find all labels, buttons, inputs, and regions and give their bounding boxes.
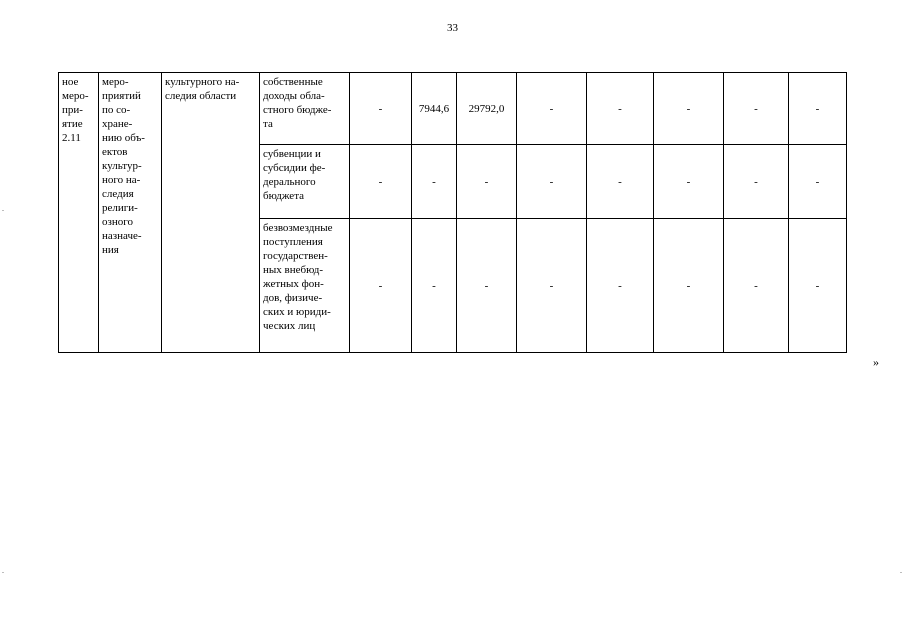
value-cell: -	[587, 145, 654, 219]
value-cell: -	[457, 219, 517, 353]
value-cell: -	[789, 73, 847, 145]
funding-source-cell	[260, 219, 350, 353]
value-cell: 7944,6	[412, 73, 457, 145]
page-number: 33	[447, 22, 458, 34]
event-number-cell	[59, 73, 99, 353]
funding-source-cell	[260, 73, 350, 145]
value-cell: 29792,0	[457, 73, 517, 145]
event-name-text: меро- приятий по со- хране- нию объ- ектов культур- ного на- следия религи- озного назначе- ния	[102, 76, 145, 256]
funding-source-text: субвенции и субсидии фе- дерального бюджета	[263, 148, 326, 202]
funding-source-cell	[260, 145, 350, 219]
value-cell: -	[587, 219, 654, 353]
responsible-text: культурного на- следия области	[165, 76, 240, 102]
value-cell: -	[457, 145, 517, 219]
scan-edge-mark	[2, 210, 4, 211]
responsible-cell	[162, 73, 260, 353]
event-number-text: ное меро- при- ятие 2.11	[62, 76, 89, 144]
funding-source-text: безвозмездные поступления государствен- ных внебюд- жетных фон- дов, физиче- ских и юриди- ческих лиц	[263, 222, 333, 332]
value-cell: -	[654, 73, 724, 145]
closing-quote: »	[873, 355, 879, 369]
value-cell: -	[350, 73, 412, 145]
funding-table	[58, 72, 847, 353]
value-cell: -	[654, 145, 724, 219]
value-cell: -	[412, 219, 457, 353]
scan-edge-mark	[2, 572, 4, 573]
value-cell: -	[724, 219, 789, 353]
event-name-cell	[99, 73, 162, 353]
value-cell: -	[789, 219, 847, 353]
value-cell: -	[517, 219, 587, 353]
value-cell: -	[350, 145, 412, 219]
value-cell: -	[587, 73, 654, 145]
scan-edge-mark	[900, 572, 902, 573]
value-cell: -	[350, 219, 412, 353]
value-cell: -	[412, 145, 457, 219]
table-row	[59, 73, 847, 145]
value-cell: -	[517, 145, 587, 219]
value-cell: -	[517, 73, 587, 145]
value-cell: -	[724, 73, 789, 145]
value-cell: -	[724, 145, 789, 219]
value-cell: -	[789, 145, 847, 219]
value-cell: -	[654, 219, 724, 353]
funding-source-text: собственные доходы обла- стного бюдже- та	[263, 76, 332, 130]
